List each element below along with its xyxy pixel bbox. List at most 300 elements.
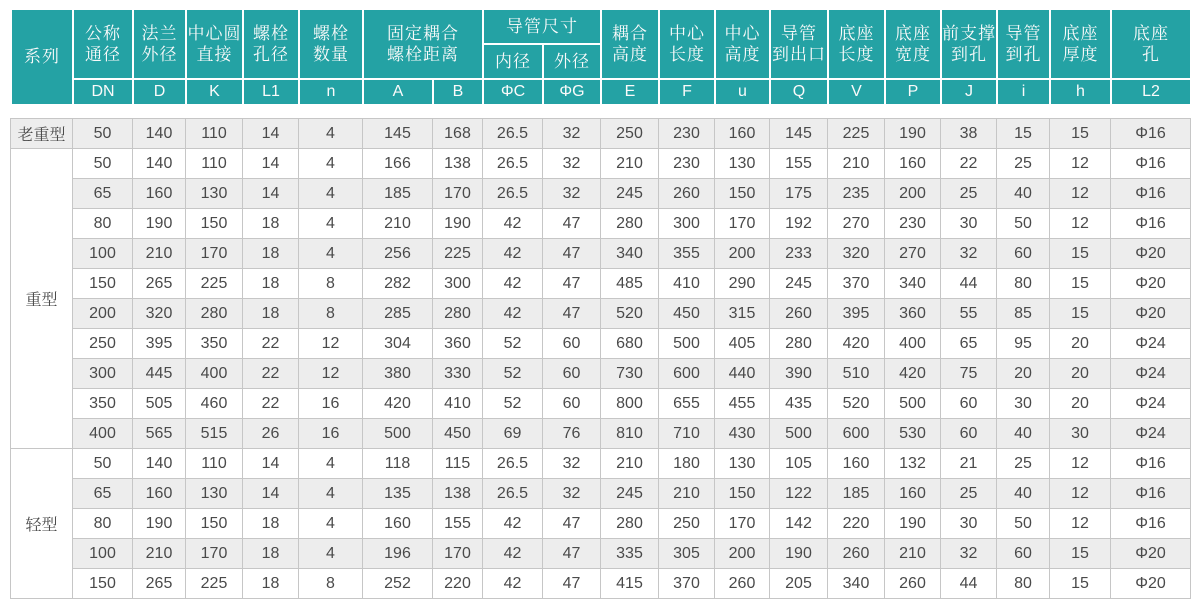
table-cell: 32 (941, 539, 997, 569)
table-cell: 252 (363, 569, 433, 599)
header-letter-n: n (299, 79, 363, 105)
header-letter-K: K (186, 79, 243, 105)
table-row (11, 359, 1191, 389)
table-cell: 355 (659, 239, 715, 269)
table-cell: 160 (133, 179, 186, 209)
table-cell: 85 (997, 299, 1050, 329)
table-row (11, 569, 1191, 599)
header-label-line: 底座 (838, 23, 875, 43)
table-cell: 18 (243, 539, 299, 569)
header-col-u (715, 9, 770, 79)
table-cell: 380 (363, 359, 433, 389)
header-label-line: 中心圆 (187, 23, 242, 43)
table-cell: 22 (243, 389, 299, 419)
table-cell: 400 (73, 419, 133, 449)
table-cell: 260 (715, 569, 770, 599)
table-cell: 16 (299, 419, 363, 449)
table-row (11, 479, 1191, 509)
header-col-F (659, 9, 715, 79)
header-letter-ΦG: ΦG (543, 79, 601, 105)
table-cell: 145 (770, 119, 828, 149)
table-cell: 52 (483, 389, 543, 419)
table-cell: 185 (828, 479, 885, 509)
table-cell: 190 (133, 209, 186, 239)
table-cell: 150 (73, 269, 133, 299)
table-cell: 190 (885, 509, 941, 539)
table-cell: 210 (601, 449, 659, 479)
table-row (11, 149, 1191, 179)
table-cell: 330 (433, 359, 483, 389)
table-cell: 225 (186, 569, 243, 599)
table-cell: 300 (659, 209, 715, 239)
header-label-line: 耦合 (612, 23, 648, 43)
header-col-V (828, 9, 885, 79)
header-label-line: 到孔 (1005, 45, 1042, 64)
table-cell: 168 (433, 119, 483, 149)
table-cell: 52 (483, 359, 543, 389)
table-cell: 40 (997, 479, 1050, 509)
table-cell: 15 (1050, 119, 1111, 149)
table-cell: 565 (133, 419, 186, 449)
table-cell: 75 (941, 359, 997, 389)
header-letter-L1: L1 (243, 79, 299, 105)
table-cell: 47 (543, 569, 601, 599)
table-cell: Φ16 (1111, 449, 1191, 479)
table-cell: 150 (73, 569, 133, 599)
table-cell: 4 (299, 539, 363, 569)
table-cell: 44 (941, 569, 997, 599)
table-cell: 140 (133, 449, 186, 479)
header-col-P (885, 9, 941, 79)
table-cell: Φ16 (1111, 179, 1191, 209)
header-label-line: 前支撑 (942, 23, 996, 43)
table-cell: 340 (885, 269, 941, 299)
table-cell: 4 (299, 509, 363, 539)
table-cell: 265 (133, 269, 186, 299)
table-cell: 100 (73, 239, 133, 269)
header-letter-B: B (433, 79, 483, 105)
table-cell: 4 (299, 119, 363, 149)
table-cell: 340 (601, 239, 659, 269)
table-cell: 500 (770, 419, 828, 449)
table-cell: 12 (1050, 209, 1111, 239)
table-cell: 260 (770, 299, 828, 329)
table-cell: 150 (715, 479, 770, 509)
series-cell: 重型 (11, 149, 73, 449)
header-series: 系列 (11, 9, 73, 105)
table-cell: 50 (997, 209, 1050, 239)
table-cell: 180 (659, 449, 715, 479)
header-duct-group: 导管尺寸 (483, 9, 601, 44)
table-cell: 505 (133, 389, 186, 419)
spec-table-body (10, 118, 1191, 599)
table-cell: 160 (885, 479, 941, 509)
table-cell: 230 (885, 209, 941, 239)
table-cell: 8 (299, 299, 363, 329)
table-cell: 47 (543, 509, 601, 539)
table-cell: 160 (715, 119, 770, 149)
table-cell: 18 (243, 239, 299, 269)
table-cell: 290 (715, 269, 770, 299)
table-cell: 225 (433, 239, 483, 269)
table-cell: 455 (715, 389, 770, 419)
table-cell: 190 (133, 509, 186, 539)
table-cell: 170 (433, 539, 483, 569)
table-cell: 350 (73, 389, 133, 419)
series-cell: 老重型 (11, 119, 73, 149)
table-cell: 210 (828, 149, 885, 179)
table-cell: 370 (659, 569, 715, 599)
table-cell: 20 (1050, 329, 1111, 359)
table-cell: 400 (885, 329, 941, 359)
table-cell: 30 (1050, 419, 1111, 449)
header-letter-F: F (659, 79, 715, 105)
table-cell: 600 (828, 419, 885, 449)
table-cell: 160 (828, 449, 885, 479)
table-cell: 250 (659, 509, 715, 539)
table-cell: 30 (941, 209, 997, 239)
table-cell: 12 (1050, 449, 1111, 479)
table-row (11, 509, 1191, 539)
table-cell: 65 (73, 479, 133, 509)
table-cell: 395 (828, 299, 885, 329)
table-cell: 14 (243, 479, 299, 509)
table-cell: 18 (243, 209, 299, 239)
header-row-letters (11, 79, 1191, 105)
header-label-line: 固定耦合 (387, 23, 459, 43)
header-label-line: 外径 (141, 45, 178, 64)
table-cell: 395 (133, 329, 186, 359)
table-cell: 22 (243, 329, 299, 359)
table-cell: 500 (885, 389, 941, 419)
table-cell: 15 (1050, 239, 1111, 269)
table-cell: 42 (483, 239, 543, 269)
table-cell: 76 (543, 419, 601, 449)
header-label-line: 孔径 (253, 45, 289, 64)
table-cell: 360 (885, 299, 941, 329)
table-cell: 14 (243, 179, 299, 209)
table-cell: 4 (299, 479, 363, 509)
table-cell: Φ24 (1111, 419, 1191, 449)
table-cell: 50 (73, 149, 133, 179)
header-letter-L2: L2 (1111, 79, 1191, 105)
table-cell: 32 (543, 119, 601, 149)
table-cell: 12 (299, 329, 363, 359)
table-cell: 210 (133, 539, 186, 569)
table-cell: 12 (1050, 149, 1111, 179)
table-cell: 12 (1050, 509, 1111, 539)
table-cell: 304 (363, 329, 433, 359)
table-cell: 42 (483, 539, 543, 569)
table-cell: 42 (483, 299, 543, 329)
table-cell: 415 (601, 569, 659, 599)
table-cell: 95 (997, 329, 1050, 359)
table-cell: 122 (770, 479, 828, 509)
table-cell: 515 (186, 419, 243, 449)
table-cell: 60 (941, 389, 997, 419)
table-cell: 26.5 (483, 179, 543, 209)
table-cell: 170 (433, 179, 483, 209)
table-row (11, 179, 1191, 209)
table-cell: 15 (1050, 569, 1111, 599)
header-letter-h: h (1050, 79, 1111, 105)
header-col-i (997, 9, 1050, 79)
table-cell: 200 (885, 179, 941, 209)
table-cell: 210 (885, 539, 941, 569)
table-cell: 500 (659, 329, 715, 359)
table-cell: 185 (363, 179, 433, 209)
table-cell: 220 (828, 509, 885, 539)
table-cell: 410 (659, 269, 715, 299)
table-cell: 32 (543, 179, 601, 209)
table-cell: 170 (186, 539, 243, 569)
table-cell: 280 (433, 299, 483, 329)
table-cell: 138 (433, 479, 483, 509)
table-cell: 14 (243, 149, 299, 179)
table-cell: 190 (433, 209, 483, 239)
table-cell: 440 (715, 359, 770, 389)
table-cell: 510 (828, 359, 885, 389)
table-cell: 420 (363, 389, 433, 419)
header-col-K (186, 9, 243, 79)
header-col-D (133, 9, 186, 79)
table-cell: 370 (828, 269, 885, 299)
table-cell: 14 (243, 449, 299, 479)
table-cell: 260 (659, 179, 715, 209)
header-label-line: 螺栓距离 (387, 45, 459, 64)
header-letter-u: u (715, 79, 770, 105)
table-cell: 20 (1050, 359, 1111, 389)
header-letter-A: A (363, 79, 433, 105)
table-cell: 320 (133, 299, 186, 329)
table-cell: 142 (770, 509, 828, 539)
table-cell: 110 (186, 449, 243, 479)
table-cell: 60 (543, 359, 601, 389)
table-row (11, 119, 1191, 149)
table-cell: 15 (997, 119, 1050, 149)
table-cell: 47 (543, 539, 601, 569)
header-label-line: 中心 (724, 23, 761, 43)
table-cell: 150 (715, 179, 770, 209)
table-cell: 420 (885, 359, 941, 389)
table-cell: 280 (601, 509, 659, 539)
table-cell: 20 (1050, 389, 1111, 419)
table-cell: 130 (715, 149, 770, 179)
table-cell: 235 (828, 179, 885, 209)
table-cell: 445 (133, 359, 186, 389)
table-cell: 335 (601, 539, 659, 569)
table-cell: 430 (715, 419, 770, 449)
header-col-Q (770, 9, 828, 79)
table-cell: 80 (73, 209, 133, 239)
table-cell: 282 (363, 269, 433, 299)
table-cell: 160 (885, 149, 941, 179)
table-cell: 220 (433, 569, 483, 599)
table-cell: 300 (73, 359, 133, 389)
header-letter-V: V (828, 79, 885, 105)
table-cell: 140 (133, 119, 186, 149)
table-cell: 118 (363, 449, 433, 479)
table-cell: Φ20 (1111, 269, 1191, 299)
table-cell: 55 (941, 299, 997, 329)
table-cell: 60 (543, 329, 601, 359)
table-cell: 42 (483, 509, 543, 539)
table-cell: 140 (133, 149, 186, 179)
table-cell: 210 (133, 239, 186, 269)
header-row-labels (11, 9, 1191, 44)
table-cell: 15 (1050, 539, 1111, 569)
table-row (11, 299, 1191, 329)
table-cell: 340 (828, 569, 885, 599)
table-cell: 18 (243, 569, 299, 599)
header-label-line: 导管 (781, 23, 817, 43)
table-row (11, 239, 1191, 269)
table-cell: 450 (433, 419, 483, 449)
table-row (11, 419, 1191, 449)
table-cell: 350 (186, 329, 243, 359)
table-cell: 200 (73, 299, 133, 329)
table-cell: 32 (543, 449, 601, 479)
table-cell: 32 (543, 479, 601, 509)
table-cell: 4 (299, 239, 363, 269)
table-cell: 47 (543, 209, 601, 239)
table-cell: 115 (433, 449, 483, 479)
header-letter-J: J (941, 79, 997, 105)
header-col-E (601, 9, 659, 79)
table-cell: 69 (483, 419, 543, 449)
table-cell: 233 (770, 239, 828, 269)
table-cell: 245 (601, 179, 659, 209)
table-cell: 485 (601, 269, 659, 299)
table-cell: 130 (715, 449, 770, 479)
header-label-line: 宽度 (895, 45, 931, 64)
header-label-line: 直接 (196, 45, 233, 64)
header-bolt-group (363, 9, 483, 79)
table-cell: 200 (715, 539, 770, 569)
table-cell: 800 (601, 389, 659, 419)
header-duct-sub-inner: 内径 (483, 44, 543, 79)
data-rows (11, 119, 1191, 599)
header-label-line: 导管 (1005, 23, 1042, 43)
table-cell: 360 (433, 329, 483, 359)
table-cell: 65 (73, 179, 133, 209)
table-cell: 47 (543, 269, 601, 299)
table-cell: 305 (659, 539, 715, 569)
table-cell: 405 (715, 329, 770, 359)
table-cell: 105 (770, 449, 828, 479)
table-cell: 500 (363, 419, 433, 449)
table-cell: 60 (997, 539, 1050, 569)
header-letter-P: P (885, 79, 941, 105)
table-cell: 40 (997, 179, 1050, 209)
header-label-line: 中心 (669, 23, 705, 43)
table-cell: 150 (186, 209, 243, 239)
table-cell: 435 (770, 389, 828, 419)
table-cell: Φ20 (1111, 569, 1191, 599)
table-cell: 225 (186, 269, 243, 299)
header-letter-DN: DN (73, 79, 133, 105)
table-cell: 18 (243, 299, 299, 329)
table-cell: 60 (997, 239, 1050, 269)
table-cell: 40 (997, 419, 1050, 449)
table-cell: 300 (433, 269, 483, 299)
header-letter-E: E (601, 79, 659, 105)
table-cell: 14 (243, 119, 299, 149)
spec-table-header (10, 8, 1192, 106)
table-cell: 265 (133, 569, 186, 599)
table-cell: 138 (433, 149, 483, 179)
table-cell: 225 (828, 119, 885, 149)
header-col-J (941, 9, 997, 79)
table-cell: 530 (885, 419, 941, 449)
header-label-line: 法兰 (141, 23, 178, 43)
table-cell: 270 (885, 239, 941, 269)
header-label-line: 到孔 (951, 45, 987, 64)
header-label-line: 底座 (1062, 23, 1099, 43)
table-cell: 21 (941, 449, 997, 479)
table-cell: 80 (997, 569, 1050, 599)
table-cell: 680 (601, 329, 659, 359)
table-cell: 47 (543, 239, 601, 269)
table-cell: 155 (770, 149, 828, 179)
table-row (11, 449, 1191, 479)
table-cell: 110 (186, 119, 243, 149)
table-cell: 400 (186, 359, 243, 389)
table-cell: 12 (299, 359, 363, 389)
table-cell: 166 (363, 149, 433, 179)
table-cell: 16 (299, 389, 363, 419)
table-cell: 810 (601, 419, 659, 449)
table-cell: 38 (941, 119, 997, 149)
table-cell: 30 (941, 509, 997, 539)
table-cell: 42 (483, 569, 543, 599)
table-cell: 80 (73, 509, 133, 539)
table-cell: 26.5 (483, 449, 543, 479)
table-cell: 260 (828, 539, 885, 569)
table-cell: 8 (299, 269, 363, 299)
table-cell: 210 (363, 209, 433, 239)
header-label-line: 孔 (1142, 45, 1160, 64)
table-cell: 420 (828, 329, 885, 359)
table-cell: 42 (483, 269, 543, 299)
header-label-line: 到出口 (772, 45, 826, 64)
table-cell: 250 (73, 329, 133, 359)
table-cell: 210 (659, 479, 715, 509)
series-cell: 轻型 (11, 449, 73, 599)
table-cell: 250 (601, 119, 659, 149)
table-cell: 285 (363, 299, 433, 329)
table-cell: 730 (601, 359, 659, 389)
table-cell: 4 (299, 449, 363, 479)
table-cell: 12 (1050, 479, 1111, 509)
table-cell: 20 (997, 359, 1050, 389)
table-cell: 196 (363, 539, 433, 569)
header-col-L2 (1111, 9, 1191, 79)
table-cell: 175 (770, 179, 828, 209)
header-letter-ΦC: ΦC (483, 79, 543, 105)
table-cell: 150 (186, 509, 243, 539)
table-cell: Φ16 (1111, 509, 1191, 539)
table-cell: 26.5 (483, 119, 543, 149)
table-row (11, 329, 1191, 359)
table-cell: 210 (601, 149, 659, 179)
table-cell: 260 (885, 569, 941, 599)
header-label-line: 高度 (724, 45, 761, 64)
table-cell: 32 (941, 239, 997, 269)
table-cell: 145 (363, 119, 433, 149)
header-label-line: 高度 (612, 45, 648, 64)
header-rows (11, 9, 1191, 105)
